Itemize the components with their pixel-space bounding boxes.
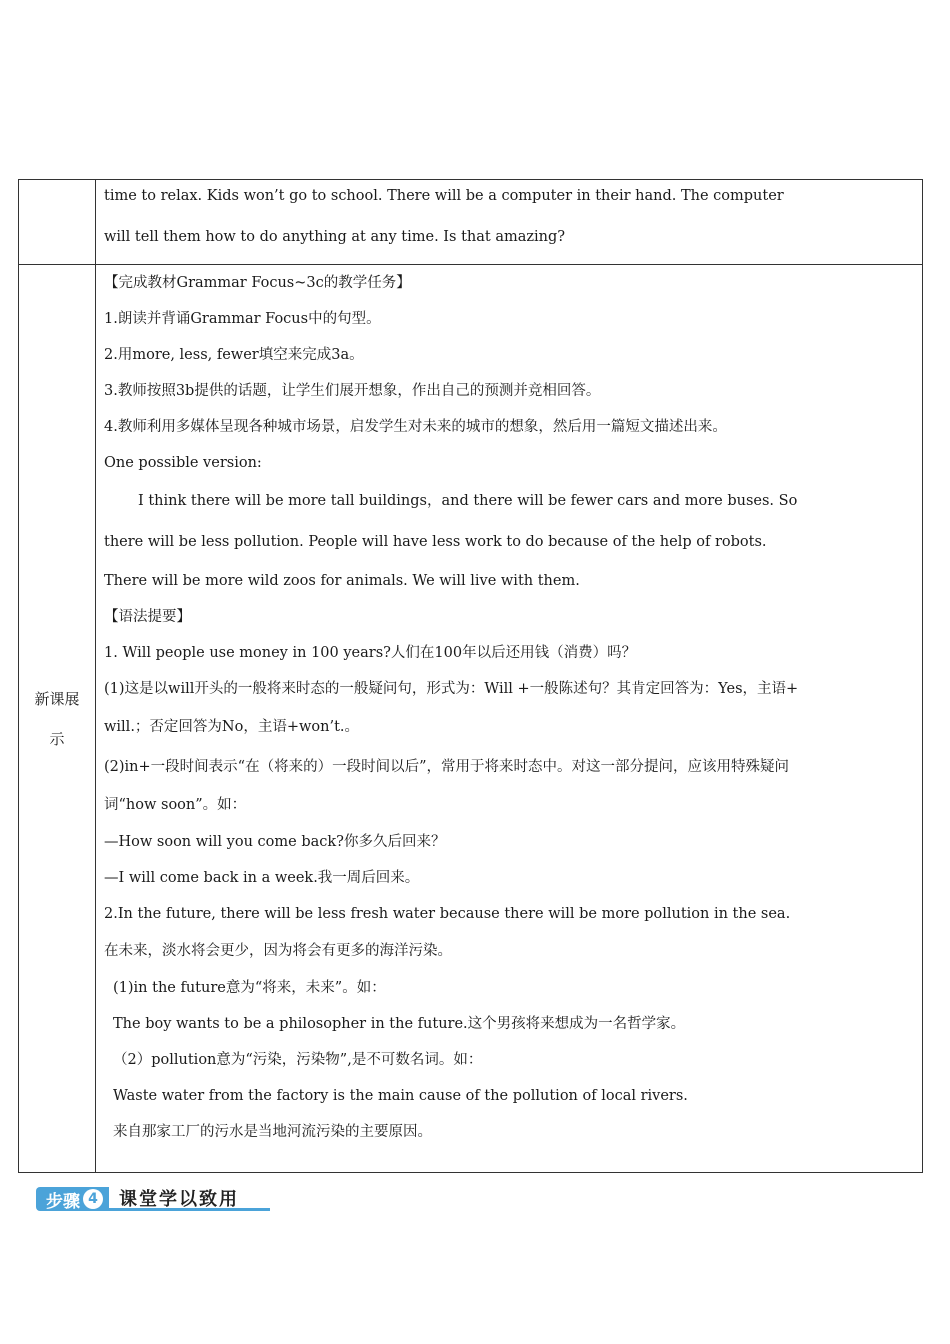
text-line: 2.用more, less, fewer填空来完成3a。 — [104, 347, 364, 363]
text-line: 来自那家工厂的污水是当地河流污染的主要原因。 — [113, 1124, 432, 1140]
table-row — [19, 180, 923, 265]
step-tag — [36, 1187, 109, 1211]
text-line: 1.朗读并背诵Grammar Focus中的句型。 — [104, 311, 381, 327]
row-label-empty — [19, 180, 96, 265]
label-line: 新课展 — [34, 689, 80, 708]
row-content — [96, 265, 923, 1173]
text-line: 词“how soon”。如： — [104, 797, 247, 813]
text-line: 3.教师按照3b提供的话题，让学生们展开想象，作出自己的预测并竞相回答。 — [104, 383, 601, 399]
text-line: (2)in+一段时间表示“在（将来的）一段时间以后”，常用于将来时态中。对这一部分提问，应该用特殊疑问 — [104, 759, 789, 775]
text-line: One possible version: — [104, 455, 262, 471]
text-line: 2.In the future, there will be less fresh water because there will be more pollution in the sea. — [104, 906, 791, 922]
row-label-new-lesson — [19, 265, 96, 1173]
step-header — [36, 1187, 270, 1211]
text-line: Waste water from the factory is the main cause of the pollution of local rivers. — [113, 1088, 688, 1104]
text-line: there will be less pollution. People will have less work to do because of the help of robots. — [104, 534, 767, 550]
step-number-badge: 4 — [83, 1189, 103, 1209]
text-line: There will be more wild zoos for animals. We will live with them. — [104, 573, 580, 589]
text-line: (1)in the future意为“将来，未来”。如： — [113, 980, 386, 996]
step-label: 步骤 — [46, 1191, 80, 1212]
text-line: I think there will be more tall buildings，and there will be fewer cars and more buses. So — [138, 493, 798, 509]
text-line: —How soon will you come back?你多久后回来？ — [104, 834, 446, 850]
text-line: will.；否定回答为No，主语+won’t.。 — [104, 719, 360, 735]
text-line: time to relax. Kids won’t go to school. There will be a computer in their hand. The computer — [104, 188, 784, 204]
section-heading: 【完成教材Grammar Focus~3c的教学任务】 — [104, 275, 411, 291]
table-row — [19, 265, 923, 1173]
text-line: —I will come back in a week.我一周后回来。 — [104, 870, 420, 886]
row-content — [96, 180, 923, 265]
text-line: The boy wants to be a philosopher in the future.这个男孩将来想成为一名哲学家。 — [113, 1016, 686, 1032]
text-line: 1. Will people use money in 100 years?人们在100年以后还用钱（消费）吗？ — [104, 645, 637, 661]
step-title: 课堂学以致用 — [109, 1187, 270, 1211]
section-heading: 【语法提要】 — [104, 609, 191, 625]
text-line: (1)这是以will开头的一般将来时态的一般疑问句，形式为：Will +一般陈述句？其肯定回答为：Yes，主语+ — [104, 681, 799, 697]
lesson-plan-table — [18, 179, 923, 1173]
text-line: 4.教师利用多媒体呈现各种城市场景，启发学生对未来的城市的想象，然后用一篇短文描述出来。 — [104, 419, 727, 435]
label-line: 示 — [49, 729, 65, 748]
text-line: （2）pollution意为“污染，污染物”,是不可数名词。如： — [113, 1052, 483, 1068]
text-line: 在未来，淡水将会更少，因为将会有更多的海洋污染。 — [104, 943, 452, 959]
text-line: will tell them how to do anything at any time. Is that amazing? — [104, 229, 566, 245]
